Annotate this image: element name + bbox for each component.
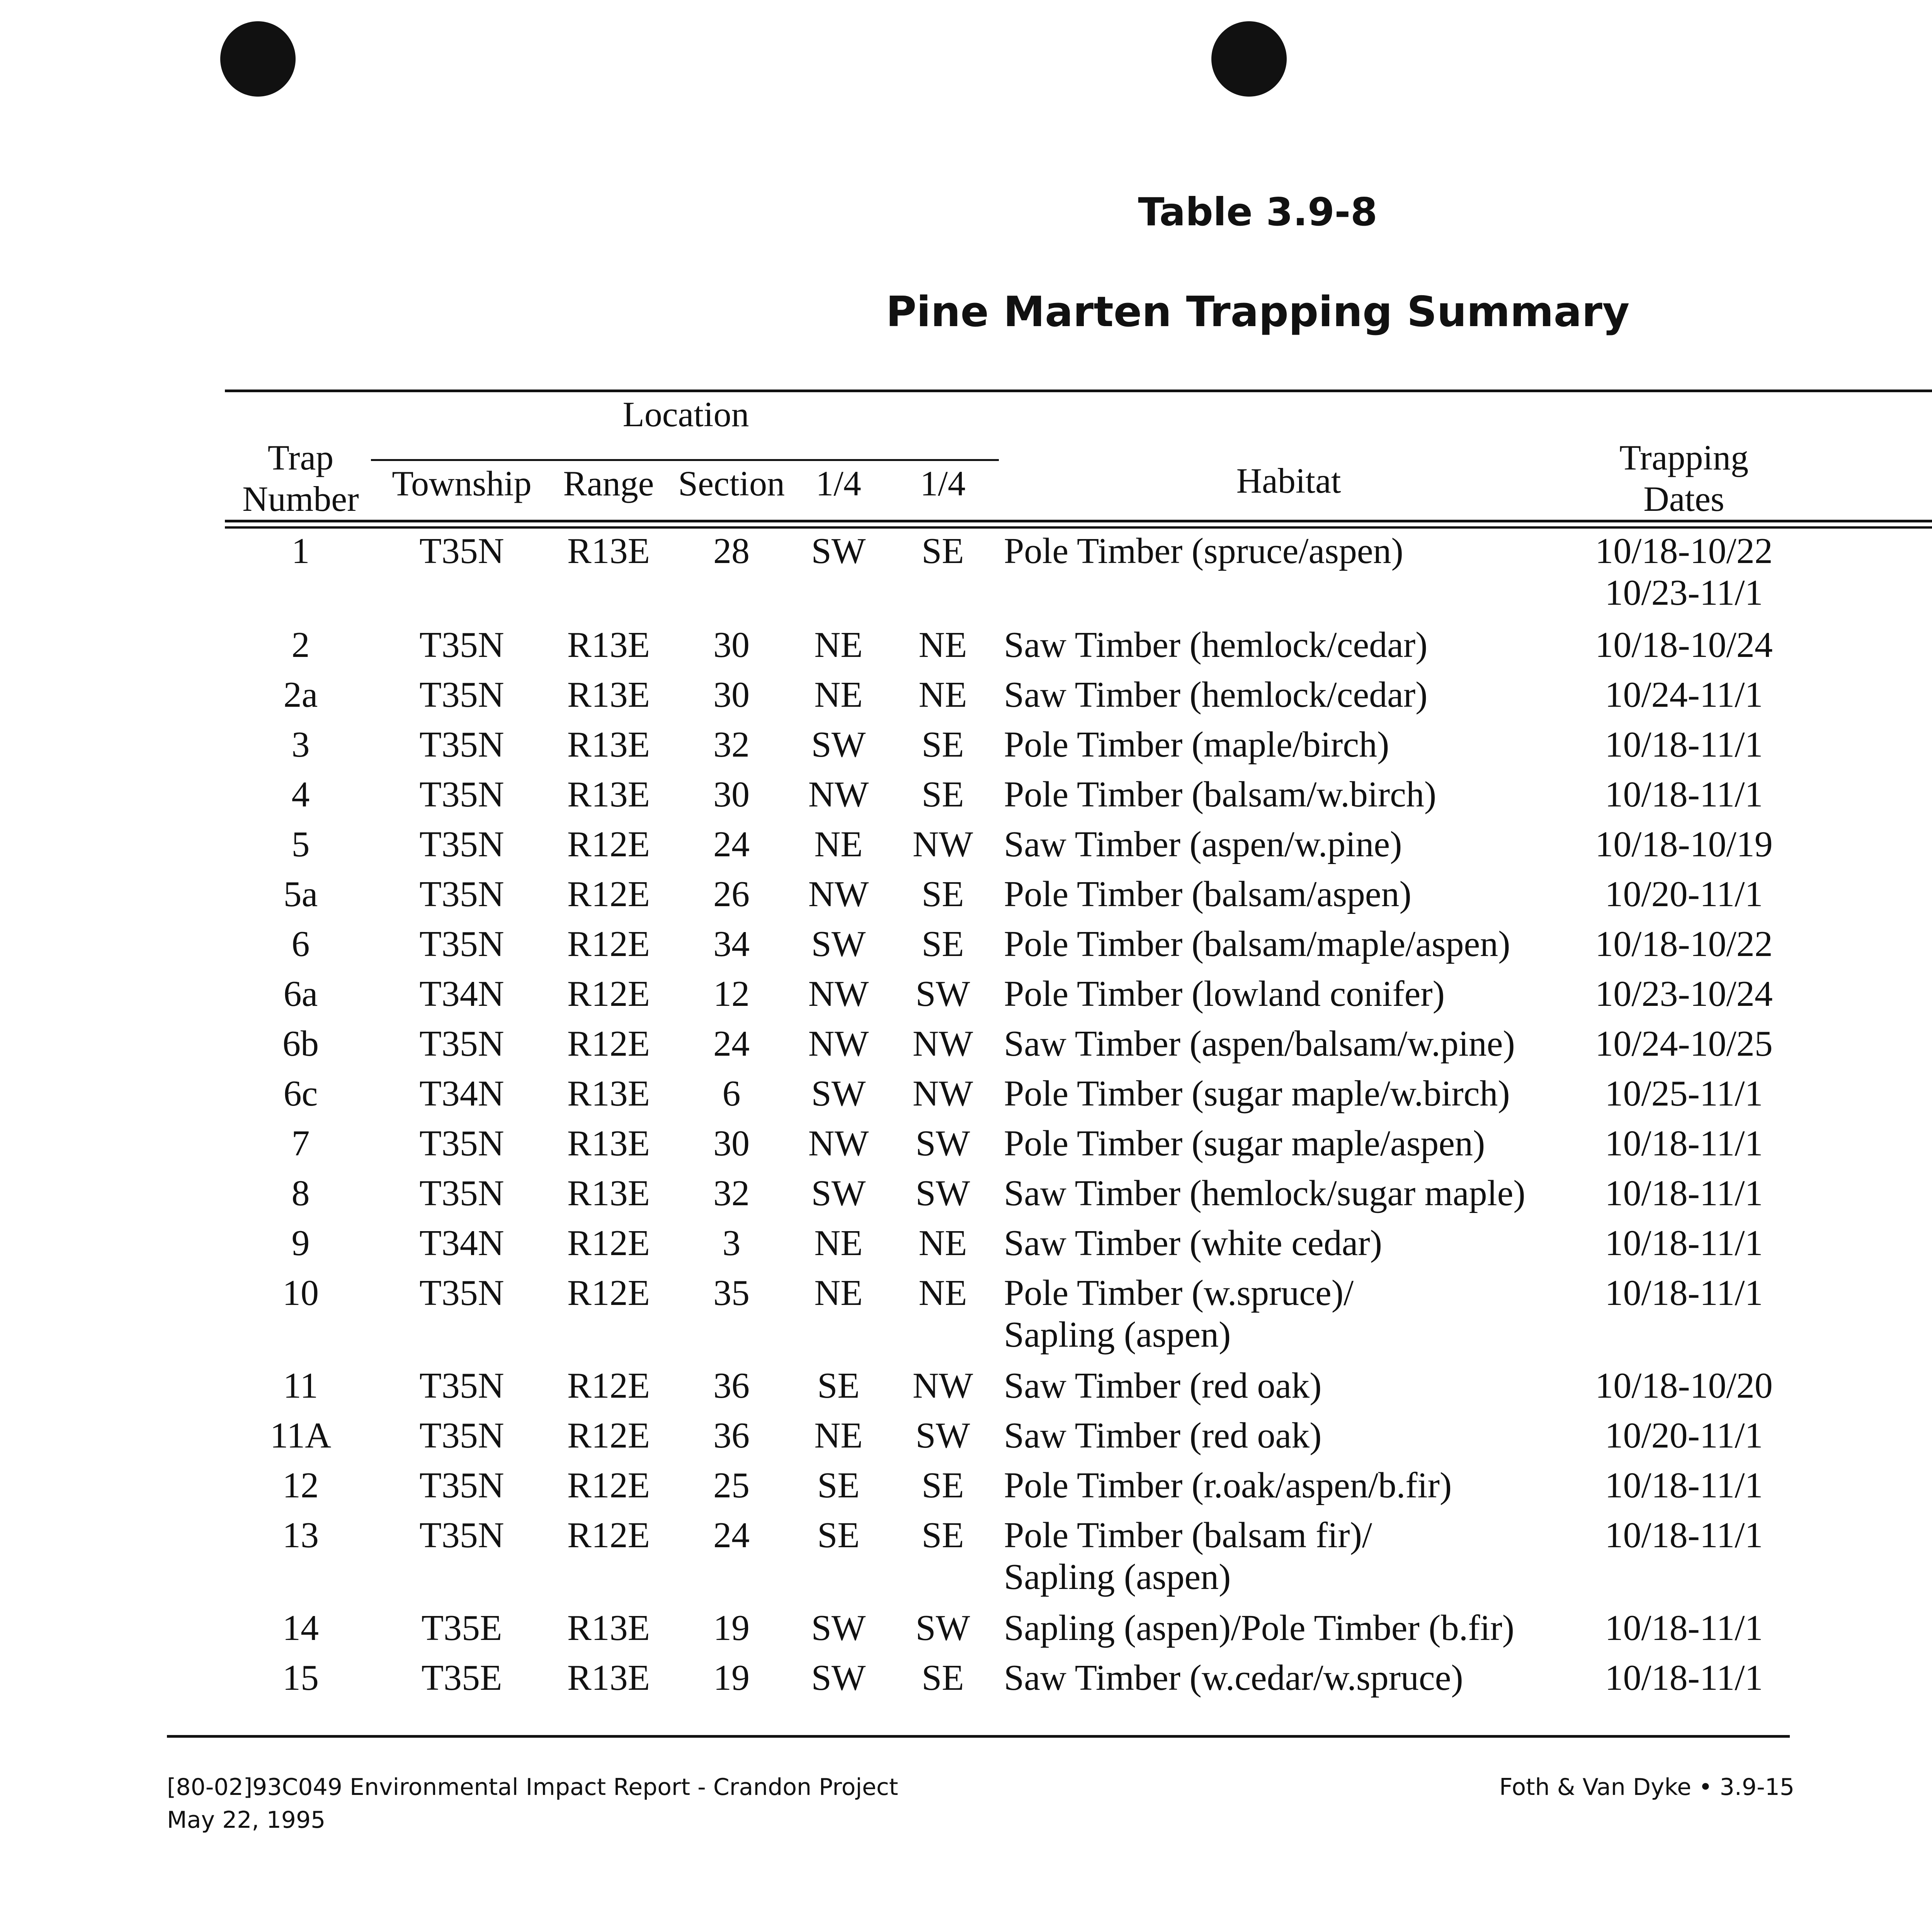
cell-habitat: Pole Timber (balsam fir)/ bbox=[1004, 1515, 1372, 1555]
header-quarter-2: 1/4 bbox=[920, 464, 966, 503]
cell-quarter-2: NE bbox=[918, 1273, 967, 1313]
cell-trapping-dates: 10/18-11/1 bbox=[1605, 1515, 1763, 1555]
cell-habitat: Pole Timber (balsam/aspen) bbox=[1004, 874, 1412, 914]
header-location: Location bbox=[622, 395, 749, 434]
cell-township: T35N bbox=[419, 725, 504, 765]
cell-range: R13E bbox=[567, 675, 650, 715]
cell-quarter-2: NW bbox=[912, 1024, 973, 1064]
header-double-rule-bottom bbox=[225, 526, 1932, 529]
cell-range: R13E bbox=[567, 725, 650, 765]
cell-quarter-1: SE bbox=[817, 1465, 860, 1505]
cell-trapping-dates: 10/20-11/1 bbox=[1605, 1415, 1763, 1456]
header-quarter-1: 1/4 bbox=[816, 464, 861, 503]
cell-trapping-dates: 10/23-11/1 bbox=[1605, 573, 1763, 613]
cell-trapping-dates: 10/18-10/24 bbox=[1595, 625, 1773, 665]
cell-township: T35N bbox=[419, 1024, 504, 1064]
cell-trap-number: 6b bbox=[282, 1024, 319, 1064]
cell-trap-number: 12 bbox=[282, 1465, 319, 1505]
cell-trapping-dates: 10/18-10/22 bbox=[1595, 924, 1773, 964]
cell-range: R12E bbox=[567, 874, 650, 914]
cell-trap-number: 6a bbox=[283, 974, 318, 1014]
header-trapping-dates-line1: Trapping bbox=[1619, 438, 1748, 477]
cell-habitat: Saw Timber (aspen/balsam/w.pine) bbox=[1004, 1024, 1515, 1064]
cell-trap-number: 14 bbox=[282, 1608, 319, 1648]
cell-quarter-1: NE bbox=[814, 675, 863, 715]
cell-section: 28 bbox=[713, 531, 750, 571]
cell-quarter-1: SW bbox=[811, 725, 866, 765]
cell-range: R13E bbox=[567, 1658, 650, 1698]
cell-habitat: Saw Timber (aspen/w.pine) bbox=[1004, 824, 1402, 864]
cell-township: T35N bbox=[419, 1366, 504, 1406]
cell-section: 24 bbox=[713, 1515, 750, 1555]
cell-township: T35N bbox=[419, 1123, 504, 1164]
cell-habitat: Sapling (aspen) bbox=[1004, 1557, 1231, 1597]
cell-section: 24 bbox=[713, 1024, 750, 1064]
cell-range: R12E bbox=[567, 1415, 650, 1456]
cell-quarter-1: NW bbox=[808, 1123, 869, 1164]
cell-township: T35N bbox=[419, 1515, 504, 1555]
cell-quarter-2: NE bbox=[918, 625, 967, 665]
cell-habitat: Pole Timber (sugar maple/aspen) bbox=[1004, 1123, 1485, 1164]
cell-trap-number: 13 bbox=[282, 1515, 319, 1555]
cell-quarter-1: NW bbox=[808, 974, 869, 1014]
cell-quarter-1: SE bbox=[817, 1366, 860, 1406]
table-title: Pine Marten Trapping Summary bbox=[886, 288, 1630, 336]
cell-section: 25 bbox=[713, 1465, 750, 1505]
cell-quarter-2: NW bbox=[912, 1366, 973, 1406]
cell-section: 32 bbox=[713, 725, 750, 765]
cell-trap-number: 2a bbox=[283, 675, 318, 715]
cell-habitat: Pole Timber (balsam/w.birch) bbox=[1004, 774, 1437, 815]
cell-trap-number: 3 bbox=[291, 725, 310, 765]
cell-trapping-dates: 10/18-11/1 bbox=[1605, 1123, 1763, 1164]
cell-quarter-2: SE bbox=[922, 531, 964, 571]
cell-township: T35N bbox=[419, 1465, 504, 1505]
binder-hole-center bbox=[1211, 21, 1287, 97]
header-habitat: Habitat bbox=[1236, 461, 1341, 500]
cell-trap-number: 8 bbox=[291, 1173, 310, 1213]
cell-trapping-dates: 10/18-11/1 bbox=[1605, 1273, 1763, 1313]
footer-report-id: [80-02]93C049 Environmental Impact Report - Crandon Project bbox=[167, 1774, 898, 1801]
cell-habitat: Pole Timber (lowland conifer) bbox=[1004, 974, 1445, 1014]
header-trap-line2: Number bbox=[242, 479, 359, 519]
cell-township: T35N bbox=[419, 874, 504, 914]
cell-range: R13E bbox=[567, 774, 650, 815]
cell-range: R13E bbox=[567, 625, 650, 665]
cell-trap-number: 7 bbox=[291, 1123, 310, 1164]
cell-trap-number: 6c bbox=[283, 1073, 318, 1114]
cell-section: 32 bbox=[713, 1173, 750, 1213]
cell-township: T35N bbox=[419, 1273, 504, 1313]
cell-quarter-1: NW bbox=[808, 1024, 869, 1064]
cell-range: R13E bbox=[567, 1073, 650, 1114]
binder-hole-left bbox=[220, 21, 296, 97]
cell-range: R12E bbox=[567, 974, 650, 1014]
cell-habitat: Pole Timber (sugar maple/w.birch) bbox=[1004, 1073, 1510, 1114]
cell-quarter-2: NE bbox=[918, 675, 967, 715]
cell-trapping-dates: 10/18-11/1 bbox=[1605, 774, 1763, 815]
cell-trapping-dates: 10/18-10/19 bbox=[1595, 824, 1773, 864]
cell-habitat: Saw Timber (white cedar) bbox=[1004, 1223, 1382, 1263]
cell-township: T35N bbox=[419, 1173, 504, 1213]
cell-range: R12E bbox=[567, 1366, 650, 1406]
cell-quarter-1: NW bbox=[808, 774, 869, 815]
cell-trap-number: 15 bbox=[282, 1658, 319, 1698]
cell-range: R13E bbox=[567, 1608, 650, 1648]
cell-section: 24 bbox=[713, 824, 750, 864]
cell-trap-number: 2 bbox=[291, 625, 310, 665]
cell-quarter-1: NE bbox=[814, 625, 863, 665]
cell-habitat: Pole Timber (spruce/aspen) bbox=[1004, 531, 1403, 571]
cell-habitat: Pole Timber (r.oak/aspen/b.fir) bbox=[1004, 1465, 1452, 1505]
cell-quarter-2: SW bbox=[915, 1415, 970, 1456]
cell-quarter-1: SE bbox=[817, 1515, 860, 1555]
cell-habitat: Pole Timber (balsam/maple/aspen) bbox=[1004, 924, 1510, 964]
cell-township: T35N bbox=[419, 1415, 504, 1456]
cell-quarter-1: NW bbox=[808, 874, 869, 914]
cell-quarter-2: SE bbox=[922, 874, 964, 914]
cell-range: R12E bbox=[567, 1273, 650, 1313]
cell-section: 30 bbox=[713, 675, 750, 715]
cell-range: R13E bbox=[567, 1123, 650, 1164]
cell-quarter-1: SW bbox=[811, 1173, 866, 1213]
cell-habitat: Sapling (aspen) bbox=[1004, 1315, 1231, 1355]
cell-range: R12E bbox=[567, 1223, 650, 1263]
cell-trapping-dates: 10/18-11/1 bbox=[1605, 725, 1763, 765]
cell-trapping-dates: 10/18-11/1 bbox=[1605, 1658, 1763, 1698]
cell-township: T35N bbox=[419, 625, 504, 665]
cell-trapping-dates: 10/18-11/1 bbox=[1605, 1173, 1763, 1213]
cell-section: 30 bbox=[713, 625, 750, 665]
header-trap-line1: Trap bbox=[267, 438, 334, 477]
cell-township: T35E bbox=[421, 1608, 502, 1648]
table-top-rule bbox=[225, 390, 1932, 392]
cell-range: R12E bbox=[567, 824, 650, 864]
cell-quarter-1: NE bbox=[814, 1415, 863, 1456]
cell-habitat: Saw Timber (red oak) bbox=[1004, 1366, 1322, 1406]
cell-trapping-dates: 10/25-11/1 bbox=[1605, 1073, 1763, 1114]
cell-quarter-2: SE bbox=[922, 924, 964, 964]
cell-section: 12 bbox=[713, 974, 750, 1014]
cell-trap-number: 9 bbox=[291, 1223, 310, 1263]
cell-trap-number: 11A bbox=[270, 1415, 332, 1456]
footer-date: May 22, 1995 bbox=[167, 1807, 326, 1834]
cell-range: R12E bbox=[567, 1465, 650, 1505]
cell-trap-number: 5 bbox=[291, 824, 310, 864]
cell-trap-number: 11 bbox=[283, 1366, 318, 1406]
cell-range: R13E bbox=[567, 1173, 650, 1213]
cell-trapping-dates: 10/18-11/1 bbox=[1605, 1223, 1763, 1263]
cell-township: T35N bbox=[419, 774, 504, 815]
cell-trap-number: 5a bbox=[283, 874, 318, 914]
cell-quarter-1: SW bbox=[811, 531, 866, 571]
cell-trap-number: 6 bbox=[291, 924, 310, 964]
cell-trapping-dates: 10/20-11/1 bbox=[1605, 874, 1763, 914]
cell-township: T34N bbox=[419, 1073, 504, 1114]
cell-trapping-dates: 10/23-10/24 bbox=[1595, 974, 1773, 1014]
cell-section: 35 bbox=[713, 1273, 750, 1313]
cell-section: 19 bbox=[713, 1608, 750, 1648]
cell-quarter-1: NE bbox=[814, 1223, 863, 1263]
cell-section: 36 bbox=[713, 1366, 750, 1406]
cell-township: T34N bbox=[419, 974, 504, 1014]
footer-page-number: Foth & Van Dyke • 3.9-15 bbox=[1499, 1774, 1795, 1801]
cell-range: R12E bbox=[567, 1515, 650, 1555]
cell-trapping-dates: 10/18-11/1 bbox=[1605, 1465, 1763, 1505]
cell-township: T35E bbox=[421, 1658, 502, 1698]
cell-quarter-2: NW bbox=[912, 1073, 973, 1114]
cell-quarter-2: SW bbox=[915, 1173, 970, 1213]
cell-quarter-2: SE bbox=[922, 1515, 964, 1555]
cell-quarter-2: NW bbox=[912, 824, 973, 864]
cell-range: R12E bbox=[567, 924, 650, 964]
cell-quarter-1: SW bbox=[811, 1658, 866, 1698]
cell-section: 19 bbox=[713, 1658, 750, 1698]
cell-quarter-2: SW bbox=[915, 974, 970, 1014]
cell-trap-number: 10 bbox=[282, 1273, 319, 1313]
cell-range: R12E bbox=[567, 1024, 650, 1064]
cell-trap-number: 1 bbox=[291, 531, 310, 571]
header-section: Section bbox=[678, 464, 785, 503]
cell-habitat: Saw Timber (hemlock/sugar maple) bbox=[1004, 1173, 1526, 1213]
cell-quarter-1: SW bbox=[811, 924, 866, 964]
location-rule bbox=[371, 459, 999, 461]
cell-quarter-1: NE bbox=[814, 1273, 863, 1313]
cell-quarter-2: NE bbox=[918, 1223, 967, 1263]
cell-habitat: Pole Timber (maple/birch) bbox=[1004, 725, 1389, 765]
header-range: Range bbox=[563, 464, 654, 503]
cell-quarter-2: SW bbox=[915, 1123, 970, 1164]
cell-quarter-2: SW bbox=[915, 1608, 970, 1648]
cell-section: 34 bbox=[713, 924, 750, 964]
cell-trap-number: 4 bbox=[291, 774, 310, 815]
cell-habitat: Sapling (aspen)/Pole Timber (b.fir) bbox=[1004, 1608, 1515, 1648]
cell-trapping-dates: 10/24-11/1 bbox=[1605, 675, 1763, 715]
cell-section: 30 bbox=[713, 1123, 750, 1164]
cell-section: 6 bbox=[722, 1073, 741, 1114]
cell-trapping-dates: 10/18-10/20 bbox=[1595, 1366, 1773, 1406]
cell-habitat: Saw Timber (hemlock/cedar) bbox=[1004, 675, 1428, 715]
cell-trapping-dates: 10/18-11/1 bbox=[1605, 1608, 1763, 1648]
cell-range: R13E bbox=[567, 531, 650, 571]
cell-township: T35N bbox=[419, 531, 504, 571]
cell-section: 36 bbox=[713, 1415, 750, 1456]
header-trapping-dates-line2: Dates bbox=[1643, 479, 1725, 519]
cell-quarter-1: SW bbox=[811, 1608, 866, 1648]
header-double-rule-top bbox=[225, 520, 1932, 522]
cell-trapping-dates: 10/18-10/22 bbox=[1595, 531, 1773, 571]
cell-habitat: Pole Timber (w.spruce)/ bbox=[1004, 1273, 1354, 1313]
cell-quarter-1: SW bbox=[811, 1073, 866, 1114]
header-township: Township bbox=[392, 464, 532, 503]
cell-quarter-2: SE bbox=[922, 774, 964, 815]
cell-trapping-dates: 10/24-10/25 bbox=[1595, 1024, 1773, 1064]
cell-township: T35N bbox=[419, 675, 504, 715]
cell-quarter-1: NE bbox=[814, 824, 863, 864]
cell-township: T35N bbox=[419, 924, 504, 964]
cell-township: T35N bbox=[419, 824, 504, 864]
cell-habitat: Saw Timber (w.cedar/w.spruce) bbox=[1004, 1658, 1463, 1698]
cell-habitat: Saw Timber (red oak) bbox=[1004, 1415, 1322, 1456]
footer-rule bbox=[167, 1735, 1790, 1738]
cell-quarter-2: SE bbox=[922, 1465, 964, 1505]
cell-quarter-2: SE bbox=[922, 1658, 964, 1698]
cell-habitat: Saw Timber (hemlock/cedar) bbox=[1004, 625, 1428, 665]
cell-quarter-2: SE bbox=[922, 725, 964, 765]
cell-section: 30 bbox=[713, 774, 750, 815]
cell-township: T34N bbox=[419, 1223, 504, 1263]
table-label: Table 3.9-8 bbox=[1138, 189, 1378, 235]
cell-section: 3 bbox=[722, 1223, 741, 1263]
cell-section: 26 bbox=[713, 874, 750, 914]
